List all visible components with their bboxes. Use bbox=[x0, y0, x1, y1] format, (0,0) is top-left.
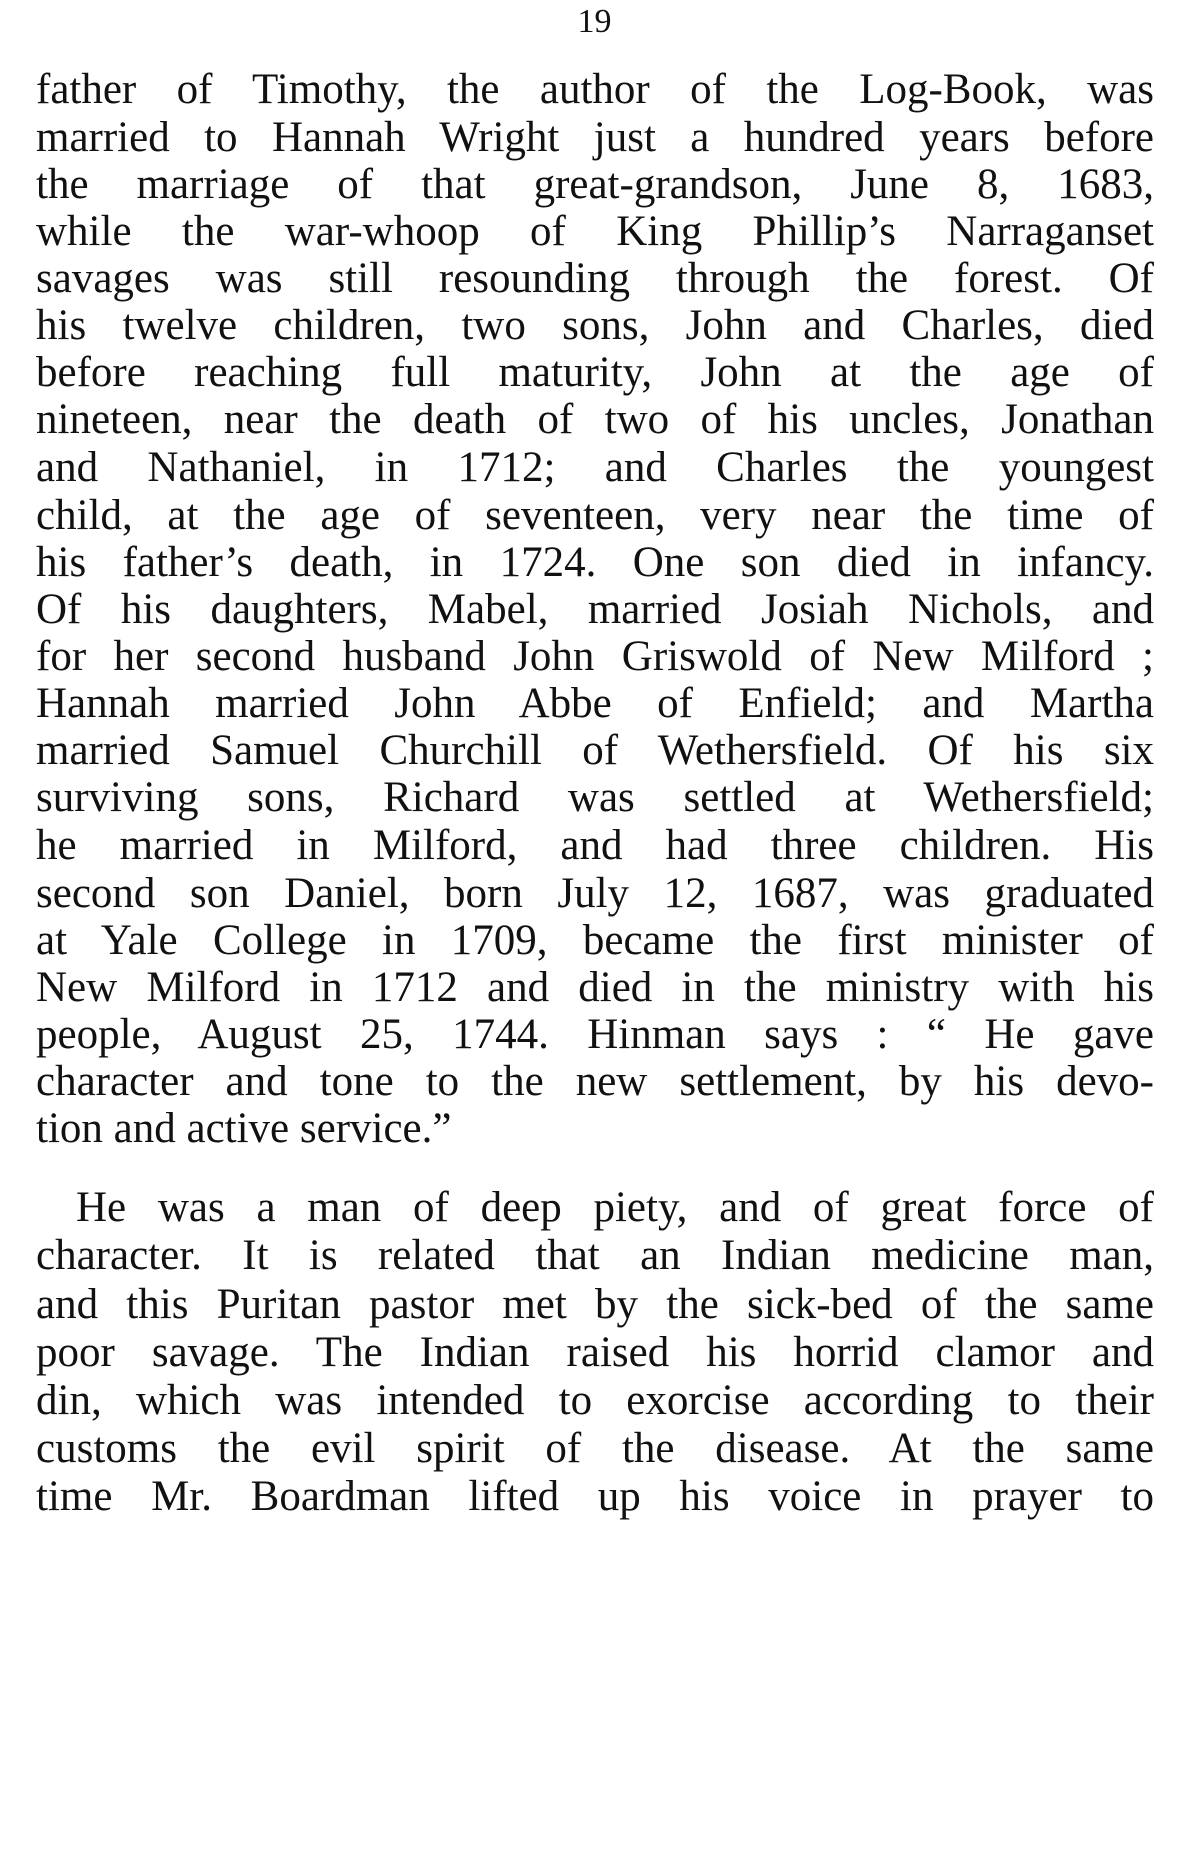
text-line: at Yale College in 1709, became the first minister of bbox=[36, 917, 1154, 964]
text-line: poor savage. The Indian raised his horrid clamor and bbox=[36, 1329, 1154, 1376]
text-line: customs the evil spirit of the disease. At the same bbox=[36, 1425, 1154, 1472]
text-line: his twelve children, two sons, John and Charles, died bbox=[36, 302, 1154, 349]
text-line: character and tone to the new settlement, by his devo- bbox=[36, 1058, 1154, 1105]
text-line: Hannah married John Abbe of Enfield; and Martha bbox=[36, 680, 1154, 727]
page-number: 19 bbox=[577, 3, 612, 40]
text-line: He was a man of deep piety, and of great force of bbox=[76, 1184, 1154, 1231]
text-line: married to Hannah Wright just a hundred years before bbox=[36, 114, 1154, 161]
text-line: before reaching full maturity, John at the age of bbox=[36, 349, 1154, 396]
text-line: character. It is related that an Indian medicine man, bbox=[36, 1232, 1154, 1279]
text-line: the marriage of that great-grandson, June 8, 1683, bbox=[36, 161, 1154, 208]
text-line: for her second husband John Griswold of New Milford ; bbox=[36, 633, 1154, 680]
text-line: and this Puritan pastor met by the sick-bed of the same bbox=[36, 1281, 1154, 1328]
text-line: surviving sons, Richard was settled at Wethersfield; bbox=[36, 774, 1154, 821]
text-line: father of Timothy, the author of the Log-Book, was bbox=[36, 66, 1154, 113]
text-line: child, at the age of seventeen, very near the time of bbox=[36, 492, 1154, 539]
text-line: and Nathaniel, in 1712; and Charles the youngest bbox=[36, 444, 1154, 491]
text-line: savages was still resounding through the forest. Of bbox=[36, 255, 1154, 302]
text-line: time Mr. Boardman lifted up his voice in prayer to bbox=[36, 1473, 1154, 1520]
text-line: while the war-whoop of King Phillip’s Narraganset bbox=[36, 208, 1154, 255]
text-line: din, which was intended to exorcise according to their bbox=[36, 1377, 1154, 1424]
text-line: New Milford in 1712 and died in the ministry with his bbox=[36, 964, 1154, 1011]
text-line: people, August 25, 1744. Hinman says : “ He gave bbox=[36, 1011, 1154, 1058]
text-line: Of his daughters, Mabel, married Josiah Nichols, and bbox=[36, 586, 1154, 633]
text-line: second son Daniel, born July 12, 1687, was graduated bbox=[36, 870, 1154, 917]
text-line: married Samuel Churchill of Wethersfield. Of his six bbox=[36, 727, 1154, 774]
text-line: he married in Milford, and had three children. His bbox=[36, 822, 1154, 869]
text-line: tion and active service.” bbox=[36, 1105, 452, 1152]
text-line: his father’s death, in 1724. One son died in infancy. bbox=[36, 539, 1154, 586]
text-line: nineteen, near the death of two of his uncles, Jonathan bbox=[36, 396, 1154, 443]
